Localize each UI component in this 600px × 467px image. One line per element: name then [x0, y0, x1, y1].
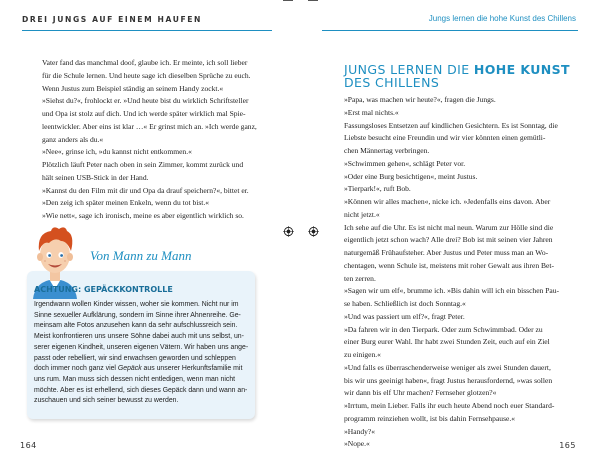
text-line: für die Schule lernen. Und heute sage ich dieselben Sprüche zu euch. [42, 70, 251, 80]
text-line: »Und was passiert um elf?«, fragt Peter. [344, 311, 465, 321]
callout-line-part: doch immer noch ganz viel [34, 365, 118, 373]
crop-mark [283, 0, 293, 1]
text-line: »Sagen wir um elf«, brumme ich. »Bis dahin will ich ein bisschen Pau- [344, 286, 560, 296]
text-line: bis wir uns geeinigt haben«, fragt Justus herausfordernd, »was sollen [344, 375, 553, 385]
text-line: ganz anders als du.« [42, 134, 104, 144]
right-page [300, 0, 600, 467]
header-rule-left [22, 30, 272, 31]
chapter-title [344, 63, 570, 89]
callout-text [34, 300, 254, 407]
callout-line: meinsam alte Fotos anzusehen kann da sehr aufschlussreich sein. [34, 322, 238, 330]
right-body-text [344, 94, 569, 451]
text-line: Ich sehe auf die Uhr. Es ist nicht mal neun. Warum zur Hölle sind die [344, 222, 554, 232]
running-head-left: DREI JUNGS AUF EINEM HAUFEN [22, 15, 202, 24]
crop-mark [308, 0, 318, 1]
text-line: einer Burg eurer Wahl. Ihr habt zwei Stunden Zeit, euch auf ein Ziel [344, 337, 550, 347]
text-line: wir dann bis elf Uhr machen? Fernseher glotzen?« [344, 388, 497, 398]
text-line: »Kannst du den Film mit dir und Opa da drauf speichern?«, bittet er. [42, 185, 249, 195]
callout-line: Sinne sexueller Aufklärung, sondern im Sinne ihrer Ahnenreihe. Ge- [34, 311, 241, 319]
text-line: ten zerren. [344, 273, 376, 283]
text-line: »Erst mal nichts.« [344, 107, 399, 117]
text-line: »Irrtum, mein Lieber. Falls ihr euch heute Abend noch euer Standard- [344, 401, 555, 410]
callout-line: serer eigenen Kindheit, unseren eigenen Vätern. Wir haben uns ange- [34, 343, 249, 351]
registration-mark-icon [308, 226, 319, 237]
callout-line: möchte. Aber es ist erhellend, sich dieses Gepäck dann und wann an- [34, 386, 248, 394]
text-line: se haben. Schließlich ist doch Sonntag.« [344, 299, 466, 308]
text-line: »Siehst du?«, frohlockt er. »Und heute bist du wirklich Schriftsteller [42, 96, 249, 106]
text-line: »Nope.« [344, 439, 370, 449]
text-line: »Können wir alles machen«, nicke ich. »Jedenfalls eins davon. Aber [344, 197, 551, 206]
chapter-title-line: DES CHILLENS [344, 75, 440, 90]
callout-line-part: aus unserer Herkunftsfamilie mit [141, 365, 243, 373]
text-line: Liebste besucht eine Freundin und wir vier könnten einen gemütli- [344, 133, 546, 143]
callout-heading: ACHTUNG: GEPÄCKKONTROLLE [34, 285, 173, 294]
callout-line: zuschauen und sich seiner bewusst zu werden. [34, 397, 179, 405]
text-line: zu einigen.« [344, 350, 381, 359]
text-line: »Da fahren wir in den Tierpark. Oder zum Schwimmbad. Oder zu [344, 324, 543, 334]
text-line: programm reinziehen wollt, ist bis dahin Fernsehpause.« [344, 413, 516, 423]
chapter-title-part: JUNGS LERNEN DIE [344, 62, 474, 77]
text-line: »Papa, was machen wir heute?«, fragen die Jungs. [344, 95, 496, 104]
text-line: »Wie nett«, sage ich ironisch, meine es aber eigentlich wirklich so. [42, 211, 244, 220]
callout-line: Irgendwann wollen Kinder wissen, woher sie kommen. Nicht nur im [34, 301, 239, 308]
text-line: hält seinen USB-Stick in der Hand. [42, 172, 149, 182]
callout-line [34, 364, 254, 375]
text-line: naturgemäß Frühaufsteher. Aber Justus und Peter muss man an Wo- [344, 248, 549, 257]
text-line: chentagen, wenn Schule ist, meistens mit roher Gewalt aus ihren Bet- [344, 260, 554, 270]
text-line: Plötzlich läuft Peter nach oben in sein Zimmer, kommt zurück und [42, 160, 244, 169]
callout-line: uns rum. Man muss sich dessen nicht entledigen, wenn man nicht [34, 375, 236, 383]
registration-mark-icon [283, 226, 294, 237]
text-line: und Opa ist stolz auf dich. Und ich werde später wirklich mal Spie- [42, 109, 246, 118]
text-line: »Schwimmen gehen«, schlägt Peter vor. [344, 158, 466, 168]
text-line: Vater fand das manchmal doof, glaube ich. Er meinte, ich soll lieber [42, 58, 248, 67]
text-line: eigentlich jetzt schon wach? Alle drei? Bob ist mit seinen vier Jahren [344, 235, 553, 245]
header-rule-right [322, 30, 578, 31]
callout-emphasis: Gepäck [117, 365, 142, 373]
text-line: »Handy?« [344, 426, 376, 436]
text-line: »Tierpark!«, ruft Bob. [344, 184, 411, 194]
running-head-right: Jungs lernen die hohe Kunst des Chillens [428, 14, 576, 23]
speaker-label: Von Mann zu Mann [90, 248, 192, 263]
page-number-left: 164 [20, 441, 37, 450]
text-line: »Oder eine Burg besichtigen«, meint Justus. [344, 171, 478, 181]
text-line: leentwickler. Aber eins ist klar …« Er grinst mich an. »Ich werde ganz, [42, 121, 257, 131]
text-line: Fassungsloses Entsetzen auf kindlichen Gesichtern. Es ist Sonntag, die [344, 120, 558, 130]
page-number-right: 165 [559, 441, 576, 450]
text-line: nicht jetzt.« [344, 209, 380, 219]
text-line: Wenn Justus zum Beispiel ständig an seinem Handy zockt.« [42, 83, 224, 93]
text-line: »Und falls es überraschenderweise weniger als zwei Stunden dauert, [344, 362, 551, 372]
text-line: »Nee«, grinse ich, »du kannst nicht entkommen.« [42, 147, 192, 157]
text-line: chen Männertag verbringen. [344, 146, 430, 155]
callout-line: passt oder rebelliert, wir sind erwachsen geworden und schleppen [34, 354, 236, 362]
left-body-text [42, 57, 257, 223]
chapter-title-part: HOHE KUNST [473, 62, 570, 77]
text-line: »Den zeig ich später meinen Enkeln, wenn du tot bist.« [42, 198, 210, 208]
callout-line: Meist konfrontieren uns unsere Söhne dabei auch mit uns selbst, un- [34, 333, 244, 341]
